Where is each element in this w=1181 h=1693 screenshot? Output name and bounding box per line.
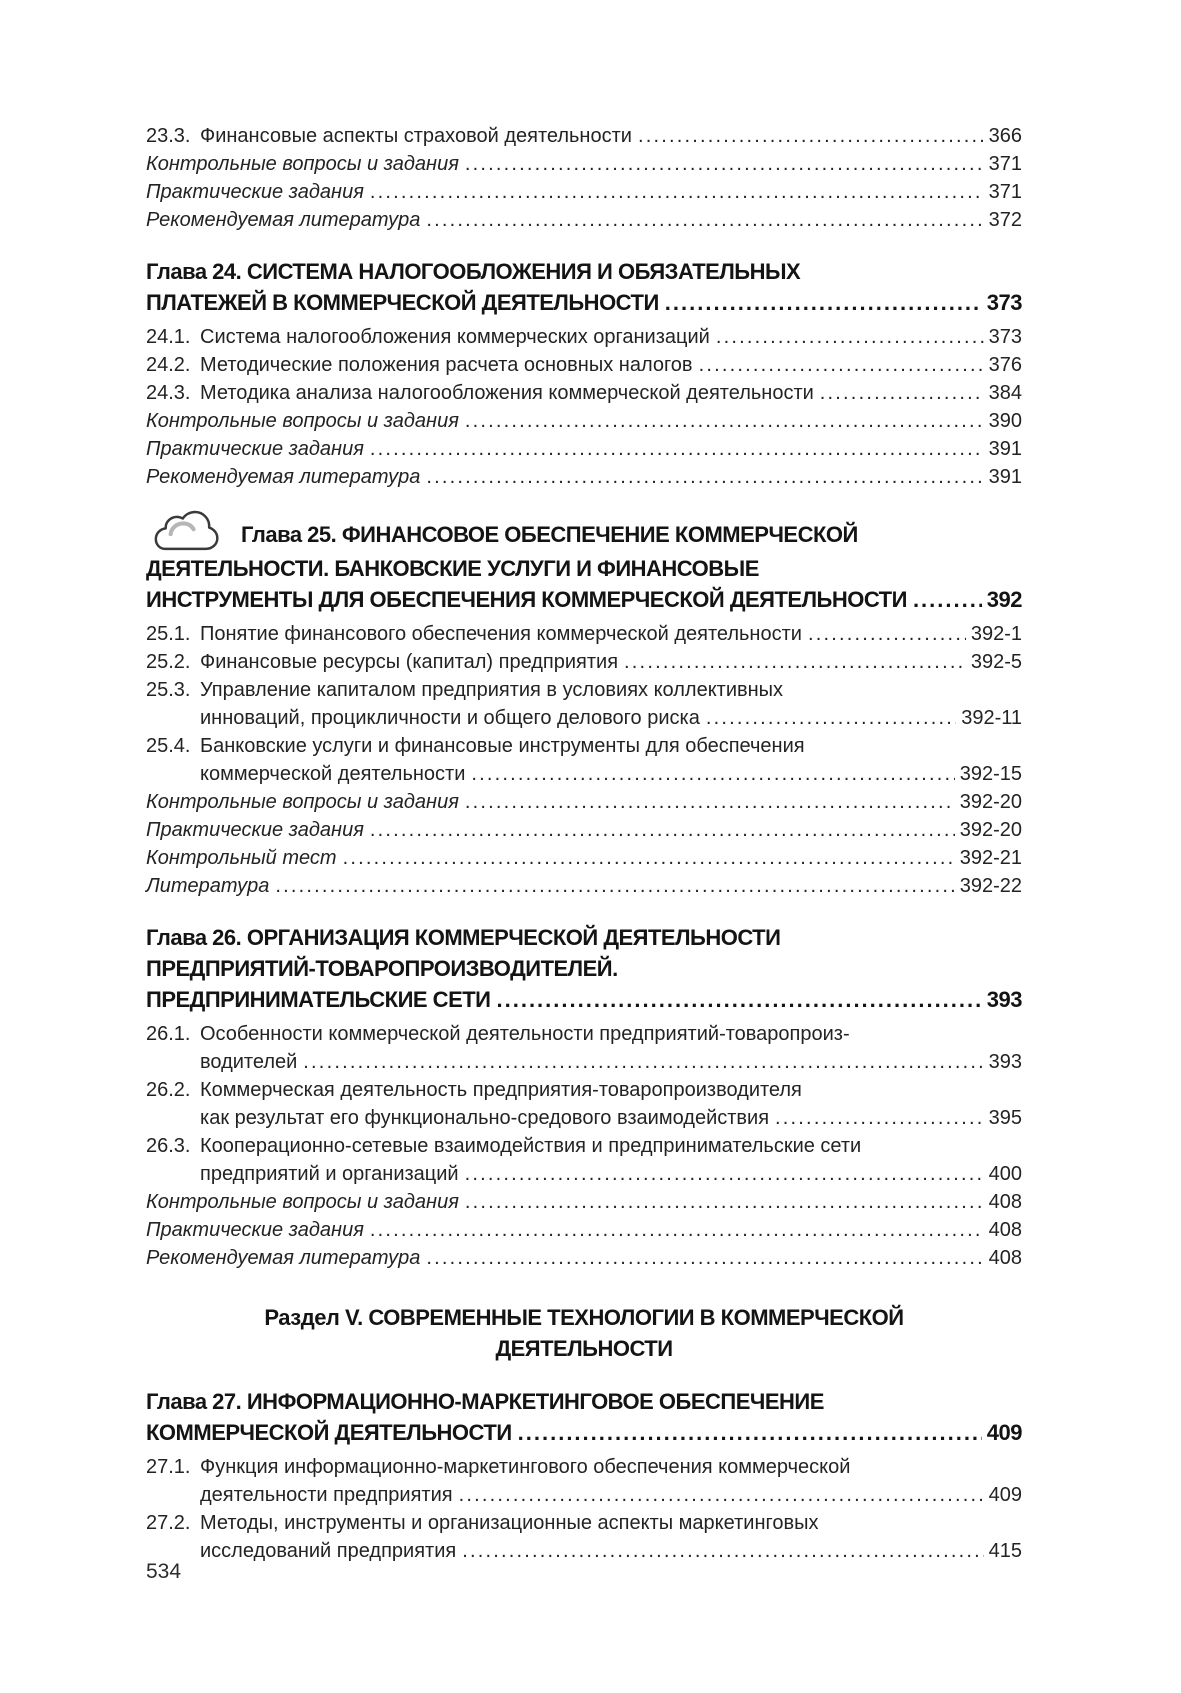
chapter-section <box>146 507 1022 900</box>
toc-row <box>146 1244 1022 1272</box>
entry-label: Практические задания <box>146 819 364 841</box>
entry-body <box>200 732 1022 788</box>
entry-label: Практические задания <box>146 181 364 203</box>
chapter-heading-text: КОММЕРЧЕСКОЙ ДЕЯТЕЛЬНОСТИ <box>146 1420 512 1445</box>
toc-entry <box>146 648 1022 676</box>
chapter-heading-line <box>146 922 1022 953</box>
part-heading <box>146 1302 1022 1364</box>
part-heading-line: ДЕЯТЕЛЬНОСТИ <box>495 1336 673 1361</box>
toc-entry <box>146 1216 1022 1244</box>
entry-body <box>200 1132 1022 1188</box>
toc-row <box>200 620 1022 648</box>
entry-body <box>200 620 1022 648</box>
chapter-page-ref: 393 <box>986 987 1022 1012</box>
entry-page-ref: 392-15 <box>959 763 1022 785</box>
entry-page-ref: 409 <box>988 1484 1022 1506</box>
toc-entry <box>146 178 1022 206</box>
toc-entry <box>146 676 1022 732</box>
toc-row <box>146 150 1022 178</box>
chapter-page-ref: 392 <box>986 587 1022 612</box>
entry-text-line: Коммерческая деятельность предприятия-товаропроизводителя <box>200 1079 802 1101</box>
entry-label: Практические задания <box>146 1219 364 1241</box>
entries-section <box>146 122 1022 234</box>
entry-number: 25.4. <box>146 735 191 757</box>
toc-entry <box>146 323 1022 351</box>
toc-row <box>146 872 1022 900</box>
toc-row <box>146 178 1022 206</box>
entry-page-ref: 371 <box>988 153 1022 175</box>
entry-body <box>200 379 1022 407</box>
entry-page-ref: 373 <box>988 326 1022 348</box>
chapter-heading-text: ДЕЯТЕЛЬНОСТИ. БАНКОВСКИЕ УСЛУГИ И ФИНАНСОВЫЕ <box>146 556 759 581</box>
entry-number: 25.3. <box>146 679 191 701</box>
chapter-heading-line <box>146 287 1022 318</box>
entry-page-ref: 384 <box>988 382 1022 404</box>
toc-entry <box>146 435 1022 463</box>
entry-text-line: Банковские услуги и финансовые инструменты для обеспечения <box>200 735 805 757</box>
entry-body <box>200 351 1022 379</box>
entry-page-ref: 400 <box>988 1163 1022 1185</box>
chapter-heading-text: ИНСТРУМЕНТЫ ДЛЯ ОБЕСПЕЧЕНИЯ КОММЕРЧЕСКОЙ ДЕЯТЕЛЬНОСТИ <box>146 587 907 612</box>
entry-label: Понятие финансового обеспечения коммерческой деятельности <box>200 623 802 645</box>
entry-body <box>146 844 1022 872</box>
toc-entry <box>146 463 1022 491</box>
toc-entry <box>146 816 1022 844</box>
entry-number: 25.1. <box>146 623 191 645</box>
dot-leader <box>808 620 966 648</box>
entry-label: Практические задания <box>146 438 364 460</box>
dot-leader <box>665 287 982 318</box>
chapter-heading-line <box>146 553 1022 584</box>
entry-label: Система налогообложения коммерческих организаций <box>200 326 710 348</box>
entry-page-ref: 371 <box>988 181 1022 203</box>
toc-row <box>146 1188 1022 1216</box>
entry-page-ref: 391 <box>988 438 1022 460</box>
entry-number: 27.1. <box>146 1456 191 1478</box>
entry-number: 26.2. <box>146 1079 191 1101</box>
toc-entry <box>146 1132 1022 1188</box>
dot-leader <box>716 323 984 351</box>
dot-leader <box>426 1244 983 1272</box>
toc-entry <box>146 872 1022 900</box>
dot-leader <box>465 407 984 435</box>
toc-row <box>146 435 1022 463</box>
entry-label: Контрольные вопросы и задания <box>146 410 459 432</box>
entry-page-ref: 390 <box>988 410 1022 432</box>
entry-text-line: Функция информационно-маркетингового обеспечения коммерческой <box>200 1456 851 1478</box>
entry-label: инноваций, процикличности и общего делового риска <box>200 707 700 729</box>
entry-label: Контрольные вопросы и задания <box>146 153 459 175</box>
dot-leader <box>497 984 982 1015</box>
entry-body <box>146 463 1022 491</box>
entry-page-ref: 392-22 <box>959 875 1022 897</box>
entry-number: 26.3. <box>146 1135 191 1157</box>
toc-entry <box>146 788 1022 816</box>
entry-body <box>146 150 1022 178</box>
toc-entry <box>146 1076 1022 1132</box>
entry-label: Методика анализа налогообложения коммерческой деятельности <box>200 382 814 404</box>
entry-label: Рекомендуемая литература <box>146 466 421 488</box>
entry-body <box>146 435 1022 463</box>
dot-leader <box>370 178 984 206</box>
entry-page-ref: 372 <box>988 209 1022 231</box>
dot-leader <box>775 1104 984 1132</box>
dot-leader <box>370 816 955 844</box>
entry-label: деятельности предприятия <box>200 1484 453 1506</box>
toc-row <box>146 206 1022 234</box>
entry-label: Методические положения расчета основных налогов <box>200 354 693 376</box>
toc-entry <box>146 844 1022 872</box>
entry-label: исследований предприятия <box>200 1540 457 1562</box>
entry-number: 25.2. <box>146 651 191 673</box>
toc-row <box>146 1216 1022 1244</box>
entry-page-ref: 408 <box>988 1247 1022 1269</box>
dot-leader <box>471 760 954 788</box>
dot-leader <box>624 648 966 676</box>
entry-text-line: Управление капиталом предприятия в условиях коллективных <box>200 679 784 701</box>
chapter-heading-line <box>146 584 1022 615</box>
toc-row <box>200 1104 1022 1132</box>
chapter-page-ref: 373 <box>986 290 1022 315</box>
entry-body <box>146 816 1022 844</box>
chapter-heading-text: Глава 24. СИСТЕМА НАЛОГООБЛОЖЕНИЯ И ОБЯЗАТЕЛЬНЫХ <box>146 259 801 284</box>
chapter-heading-line <box>146 256 1022 287</box>
dot-leader <box>465 150 984 178</box>
toc-row <box>200 122 1022 150</box>
dot-leader <box>638 122 984 150</box>
dot-leader <box>370 435 984 463</box>
chapter-heading-line <box>146 984 1022 1015</box>
entry-page-ref: 391 <box>988 466 1022 488</box>
entry-page-ref: 392-20 <box>959 819 1022 841</box>
chapter-heading-text: ПРЕДПРИЯТИЙ-ТОВАРОПРОИЗВОДИТЕЛЕЙ. <box>146 956 618 981</box>
entry-body <box>200 1076 1022 1132</box>
entry-body <box>146 872 1022 900</box>
toc-row <box>146 463 1022 491</box>
entry-body <box>146 1188 1022 1216</box>
toc-entry <box>146 206 1022 234</box>
toc-row <box>200 351 1022 379</box>
entry-label: Рекомендуемая литература <box>146 1247 421 1269</box>
toc-row <box>200 323 1022 351</box>
entry-body <box>146 407 1022 435</box>
chapter-section <box>146 1386 1022 1565</box>
toc-entry <box>146 1244 1022 1272</box>
toc-entry <box>146 732 1022 788</box>
toc-entry <box>146 1509 1022 1565</box>
entry-body <box>200 323 1022 351</box>
entry-body <box>200 1020 1022 1076</box>
toc-entry <box>146 351 1022 379</box>
toc-entry <box>146 1020 1022 1076</box>
entry-page-ref: 392-20 <box>959 791 1022 813</box>
dot-leader <box>465 1160 984 1188</box>
entry-text-line: Методы, инструменты и организационные аспекты маркетинговых <box>200 1512 819 1534</box>
entry-label: Финансовые аспекты страховой деятельности <box>200 125 632 147</box>
toc-row <box>200 648 1022 676</box>
toc-entry <box>146 379 1022 407</box>
entry-body <box>200 648 1022 676</box>
toc <box>146 122 1022 1565</box>
chapter-section <box>146 256 1022 491</box>
entry-body <box>200 1453 1022 1509</box>
dot-leader <box>465 1188 984 1216</box>
chapter-heading-text: ПЛАТЕЖЕЙ В КОММЕРЧЕСКОЙ ДЕЯТЕЛЬНОСТИ <box>146 290 659 315</box>
entry-text-line: Кооперационно-сетевые взаимодействия и предпринимательские сети <box>200 1135 862 1157</box>
entry-body <box>200 676 1022 732</box>
chapter-heading-text: Глава 27. ИНФОРМАЦИОННО-МАРКЕТИНГОВОЕ ОБЕСПЕЧЕНИЕ <box>146 1389 824 1414</box>
dot-leader <box>426 463 983 491</box>
entry-label: Рекомендуемая литература <box>146 209 421 231</box>
chapter-heading-line <box>146 953 1022 984</box>
entry-label: Контрольный тест <box>146 847 337 869</box>
entry-page-ref: 392-11 <box>961 707 1022 729</box>
dot-leader <box>426 206 983 234</box>
entry-label: водителей <box>200 1051 298 1073</box>
chapter-heading <box>146 922 1022 1015</box>
toc-row <box>146 816 1022 844</box>
entry-page-ref: 408 <box>988 1191 1022 1213</box>
toc-entry <box>146 1188 1022 1216</box>
dot-leader <box>518 1417 982 1448</box>
entry-number: 26.1. <box>146 1023 191 1045</box>
chapter-heading-line <box>146 1417 1022 1448</box>
toc-entry <box>146 1453 1022 1509</box>
entry-page-ref: 395 <box>988 1107 1022 1129</box>
part-heading-line: Раздел V. СОВРЕМЕННЫЕ ТЕХНОЛОГИИ В КОММЕРЧЕСКОЙ <box>264 1305 904 1330</box>
entry-page-ref: 392-21 <box>959 847 1022 869</box>
entry-body <box>200 122 1022 150</box>
dot-leader <box>913 584 982 615</box>
toc-row <box>146 844 1022 872</box>
entry-body <box>146 206 1022 234</box>
entry-label: предприятий и организаций <box>200 1163 459 1185</box>
entry-page-ref: 408 <box>988 1219 1022 1241</box>
entry-text-line: Особенности коммерческой деятельности предприятий-товаропроиз- <box>200 1023 850 1045</box>
toc-entry <box>146 407 1022 435</box>
toc-row <box>200 1048 1022 1076</box>
entry-page-ref: 366 <box>988 125 1022 147</box>
toc-entry <box>146 620 1022 648</box>
toc-row <box>200 1481 1022 1509</box>
chapter-heading-line <box>146 1386 1022 1417</box>
chapter-heading-text: ПРЕДПРИНИМАТЕЛЬСКИЕ СЕТИ <box>146 987 491 1012</box>
cloud-icon <box>146 507 228 553</box>
entry-page-ref: 392-5 <box>970 651 1022 673</box>
entry-label: как результат его функционально-средового взаимодействия <box>200 1107 770 1129</box>
dot-leader <box>465 788 955 816</box>
toc-row <box>200 1537 1022 1565</box>
entry-body <box>200 1509 1022 1565</box>
toc-row <box>146 407 1022 435</box>
dot-leader <box>303 1048 983 1076</box>
entry-page-ref: 376 <box>988 354 1022 376</box>
dot-leader <box>820 379 984 407</box>
toc-entry <box>146 150 1022 178</box>
entry-number: 23.3. <box>146 125 191 147</box>
chapter-heading-line <box>146 507 1022 553</box>
page-number: 534 <box>146 1560 182 1583</box>
entry-label: Контрольные вопросы и задания <box>146 1191 459 1213</box>
entry-body <box>146 178 1022 206</box>
chapter-page-ref: 409 <box>986 1420 1022 1445</box>
dot-leader <box>275 872 954 900</box>
chapter-heading-text: Глава 25. ФИНАНСОВОЕ ОБЕСПЕЧЕНИЕ КОММЕРЧЕСКОЙ <box>241 522 858 547</box>
toc-row <box>146 788 1022 816</box>
dot-leader <box>699 351 984 379</box>
entry-body <box>146 1244 1022 1272</box>
entry-body <box>146 1216 1022 1244</box>
chapter-section <box>146 922 1022 1272</box>
dot-leader <box>462 1537 983 1565</box>
entry-number: 24.1. <box>146 326 191 348</box>
toc-row <box>200 379 1022 407</box>
chapter-heading <box>146 256 1022 318</box>
entry-page-ref: 393 <box>988 1051 1022 1073</box>
dot-leader <box>370 1216 984 1244</box>
chapter-heading-text: Глава 26. ОРГАНИЗАЦИЯ КОММЕРЧЕСКОЙ ДЕЯТЕЛЬНОСТИ <box>146 925 781 950</box>
dot-leader <box>343 844 955 872</box>
toc-entry <box>146 122 1022 150</box>
toc-row <box>200 760 1022 788</box>
entry-page-ref: 415 <box>988 1540 1022 1562</box>
entry-label: Литература <box>146 875 270 897</box>
toc-row <box>200 1160 1022 1188</box>
entry-label: Финансовые ресурсы (капитал) предприятия <box>200 651 619 673</box>
dot-leader <box>706 704 956 732</box>
entry-number: 27.2. <box>146 1512 191 1534</box>
chapter-heading <box>146 507 1022 615</box>
chapter-heading <box>146 1386 1022 1448</box>
entry-number: 24.2. <box>146 354 191 376</box>
entry-label: коммерческой деятельности <box>200 763 466 785</box>
dot-leader <box>459 1481 984 1509</box>
entry-number: 24.3. <box>146 382 191 404</box>
entry-label: Контрольные вопросы и задания <box>146 791 459 813</box>
entry-body <box>146 788 1022 816</box>
toc-row <box>200 704 1022 732</box>
entry-page-ref: 392-1 <box>970 623 1022 645</box>
